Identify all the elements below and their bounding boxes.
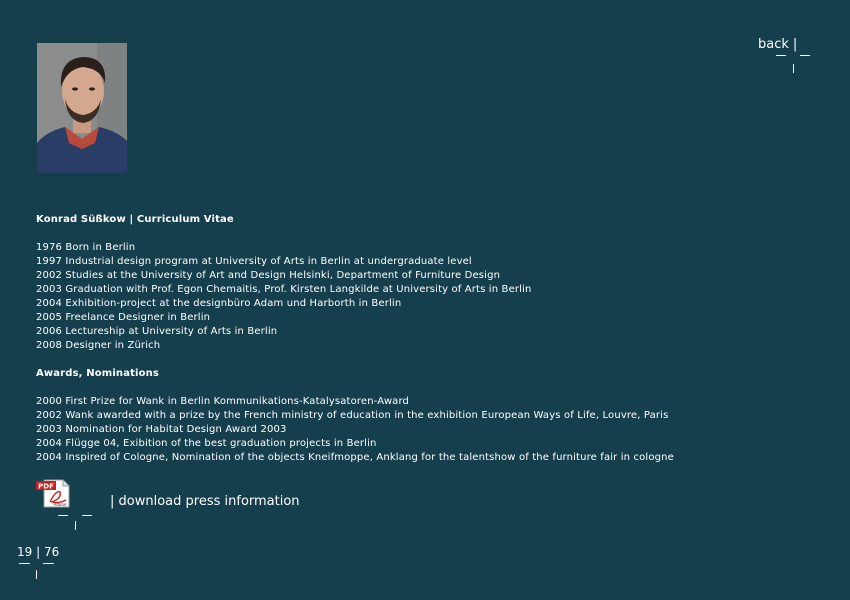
- pdf-icon-badge: PDF: [38, 482, 54, 491]
- pager-underline-right: [43, 563, 54, 564]
- cv-entry: 1976 Born in Berlin: [36, 242, 136, 253]
- pager-separator: |: [36, 545, 41, 559]
- back-separator: |: [792, 37, 798, 52]
- pager-current: 19: [17, 545, 33, 559]
- spacer: [36, 353, 796, 367]
- back-underline-right: [800, 55, 810, 56]
- cv-entry: 1997 Industrial design program at University of Arts in Berlin at undergraduate level: [36, 256, 472, 267]
- cv-entry: 2008 Designer in Zürich: [36, 340, 161, 351]
- download-underline-left: [58, 515, 68, 516]
- pager-tick: [36, 570, 37, 579]
- pdf-icon[interactable]: [36, 478, 70, 508]
- cv-entry: 2004 Exhibition-project at the designbüro Adam und Harborth in Berlin: [36, 298, 402, 309]
- profile-photo: [37, 43, 127, 173]
- back-link[interactable]: [758, 37, 797, 53]
- award-entry: 2003 Nomination for Habitat Design Award 2003: [36, 424, 287, 435]
- cv-title: Konrad Süßkow | Curriculum Vitae: [36, 214, 234, 225]
- download-tick: [75, 521, 76, 530]
- spacer: [36, 227, 796, 241]
- back-label[interactable]: back: [758, 37, 789, 52]
- award-entry: 2002 Wank awarded with a prize by the French ministry of education in the exhibition European Ways of Life, Louvre, Paris: [36, 410, 669, 421]
- cv-entry: 2006 Lectureship at University of Arts in Berlin: [36, 326, 278, 337]
- pager-total: 76: [43, 545, 60, 559]
- cv-entry: 2002 Studies at the University of Art and Design Helsinki, Department of Furniture Design: [36, 270, 501, 281]
- pager: [17, 544, 59, 560]
- download-label[interactable]: download press information: [118, 494, 300, 509]
- awards-title: Awards, Nominations: [36, 368, 160, 379]
- spacer: [36, 381, 796, 395]
- cv-section: [36, 213, 796, 465]
- cv-entry: 2003 Graduation with Prof. Egon Chemaitis, Prof. Kirsten Langkilde at University of Arts in Berlin: [36, 284, 532, 295]
- award-entry: 2004 Flügge 04, Exibition of the best graduation projects in Berlin: [36, 438, 377, 449]
- award-entry: 2004 Inspired of Cologne, Nomination of the objects Kneifmoppe, Anklang for the talentshow of the furniture fair in cologne: [36, 452, 674, 463]
- download-press-link[interactable]: [110, 494, 300, 510]
- download-separator: |: [110, 494, 115, 509]
- pager-underline-left: [19, 563, 30, 564]
- cv-entry: 2005 Freelance Designer in Berlin: [36, 312, 211, 323]
- download-underline-right: [82, 515, 92, 516]
- pdf-icon-caption: Adobe: [53, 502, 67, 507]
- back-tick: [793, 64, 794, 73]
- back-underline-left: [776, 55, 786, 56]
- award-entry: 2000 First Prize for Wank in Berlin Kommunikations-Katalysatoren-Award: [36, 396, 410, 407]
